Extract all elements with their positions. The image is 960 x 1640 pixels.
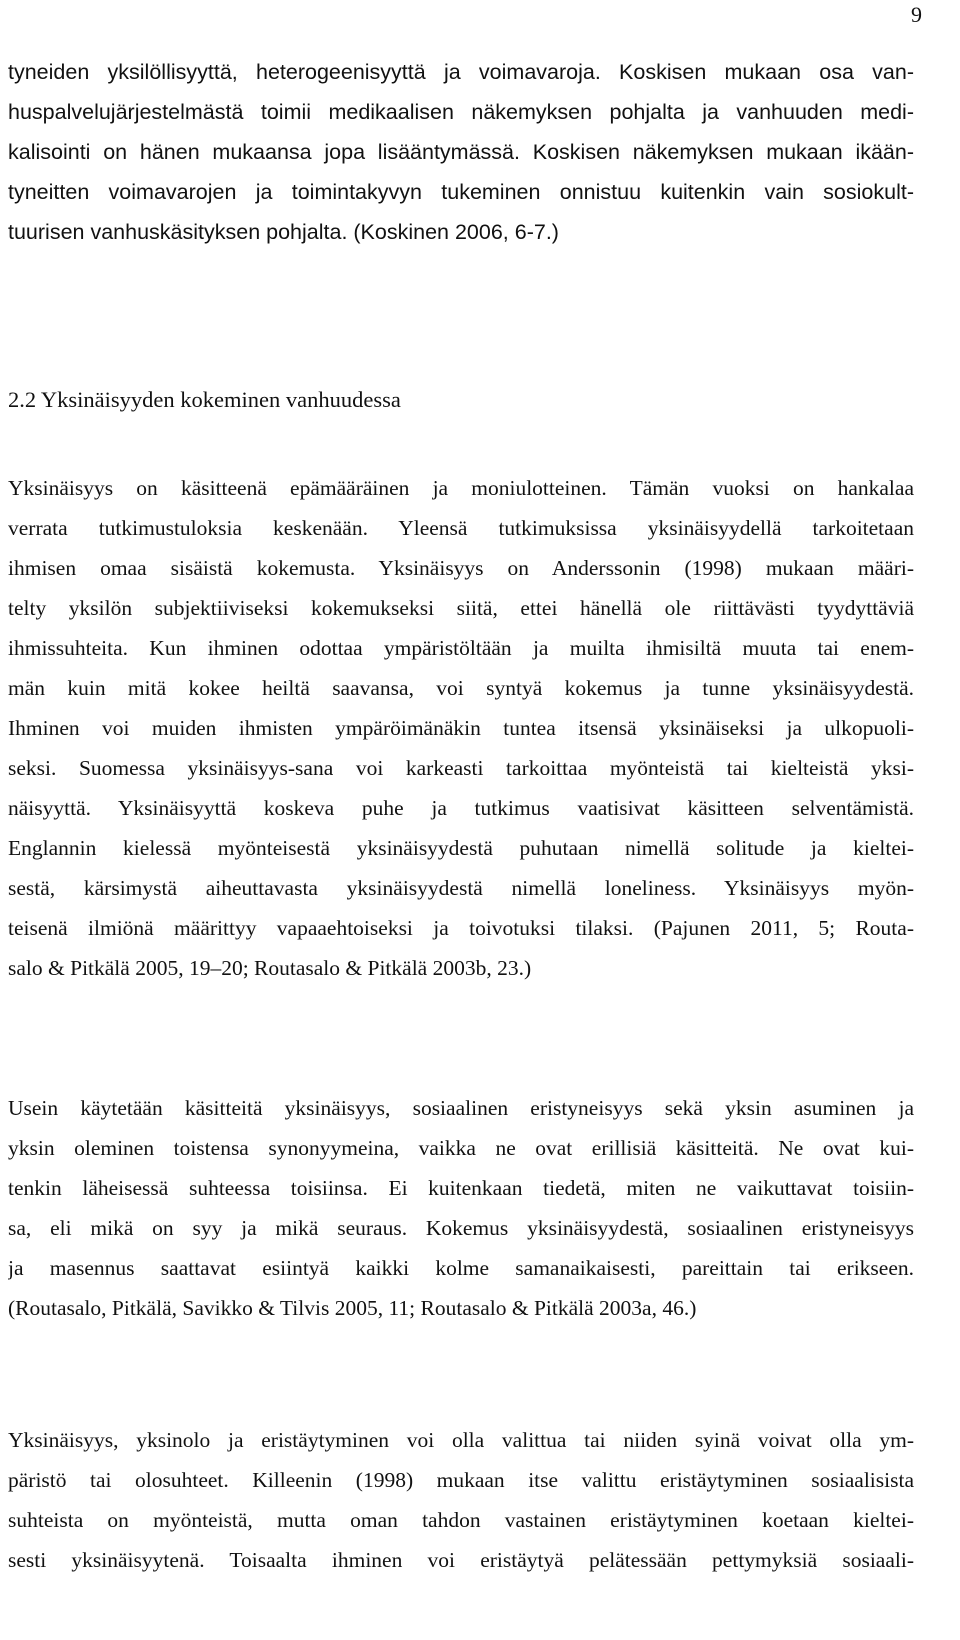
paragraph-1	[8, 52, 914, 252]
text-line: yksin oleminen toistensa synonyymeina, vaikka ne ovat erillisiä käsitteitä. Ne ovat kui-	[8, 1136, 914, 1160]
text-line: näisyyttä. Yksinäisyyttä koskeva puhe ja tutkimus vaatisivat käsitteen selventämistä.	[8, 796, 914, 820]
text-line: ja masennus saattavat esiintyä kaikki kolme samanaikaisesti, pareittain tai erikseen.	[8, 1256, 914, 1280]
paragraph-3	[8, 1088, 914, 1328]
text-line: sa, eli mikä on syy ja mikä seuraus. Kokemus yksinäisyydestä, sosiaalinen eristyneisyys	[8, 1216, 914, 1240]
paragraph-2	[8, 468, 914, 988]
page-number: 9	[911, 2, 922, 27]
text-line: päristö tai olosuhteet. Killeenin (1998) mukaan itse valittu eristäytyminen sosiaalisista	[8, 1468, 914, 1492]
text-line: huspalvelujärjestelmästä toimii medikaalisen näkemyksen pohjalta ja vanhuuden medi-	[8, 100, 914, 124]
text-line: teisenä ilmiönä määrittyy vapaaehtoiseksi ja toivotuksi tilaksi. (Pajunen 2011, 5; Routa-	[8, 916, 914, 940]
text-line: (Routasalo, Pitkälä, Savikko & Tilvis 2005, 11; Routasalo & Pitkälä 2003a, 46.)	[8, 1296, 697, 1320]
text-line: tenkin läheisessä suhteessa toisiinsa. Ei kuitenkaan tiedetä, miten ne vaikuttavat toisiin-	[8, 1176, 914, 1200]
text-line: tyneiden yksilöllisyyttä, heterogeenisyyttä ja voimavaroja. Koskisen mukaan osa van-	[8, 60, 914, 84]
text-line: verrata tutkimustuloksia keskenään. Yleensä tutkimuksissa yksinäisyydellä tarkoitetaan	[8, 516, 914, 540]
paragraph-4	[8, 1420, 914, 1580]
text-line: seksi. Suomessa yksinäisyys-sana voi karkeasti tarkoittaa myönteistä tai kielteistä yksi-	[8, 756, 914, 780]
text-line: ihmissuhteita. Kun ihminen odottaa ympäristöltään ja muilta ihmisiltä muuta tai enem-	[8, 636, 914, 660]
text-line: sesti yksinäisyytenä. Toisaalta ihminen voi eristäytyä pelätessään pettymyksiä sosiaali-	[8, 1548, 914, 1572]
section-heading: 2.2 Yksinäisyyden kokeminen vanhuudessa	[8, 387, 401, 412]
text-line: ihmisen omaa sisäistä kokemusta. Yksinäisyys on Anderssonin (1998) mukaan määri-	[8, 556, 914, 580]
text-line: salo & Pitkälä 2005, 19‒20; Routasalo & Pitkälä 2003b, 23.)	[8, 956, 532, 980]
text-line: Yksinäisyys, yksinolo ja eristäytyminen voi olla valittua tai niiden syinä voivat olla ym-	[8, 1428, 914, 1452]
text-line: tuurisen vanhuskäsityksen pohjalta. (Koskinen 2006, 6-7.)	[8, 220, 559, 244]
text-line: sestä, kärsimystä aiheuttavasta yksinäisyydestä nimellä loneliness. Yksinäisyys myön-	[8, 876, 914, 900]
text-line: Ihminen voi muiden ihmisten ympäröimänäkin tuntea itsensä yksinäiseksi ja ulkopuoli-	[8, 716, 914, 740]
text-line: suhteista on myönteistä, mutta oman tahdon vastainen eristäytyminen koetaan kieltei-	[8, 1508, 914, 1532]
text-line: tyneitten voimavarojen ja toimintakyvyn tukeminen onnistuu kuitenkin vain sosiokult-	[8, 180, 914, 204]
text-line: Usein käytetään käsitteitä yksinäisyys, sosiaalinen eristyneisyys sekä yksin asuminen ja	[8, 1096, 914, 1120]
text-line: Yksinäisyys on käsitteenä epämääräinen ja moniulotteinen. Tämän vuoksi on hankalaa	[8, 476, 914, 500]
text-line: Englannin kielessä myönteisestä yksinäisyydestä puhutaan nimellä solitude ja kieltei-	[8, 836, 914, 860]
text-line: män kuin mitä kokee heiltä saavansa, voi syntyä kokemus ja tunne yksinäisyydestä.	[8, 676, 914, 700]
text-line: kalisointi on hänen mukaansa jopa lisääntymässä. Koskisen näkemyksen mukaan ikään-	[8, 140, 914, 164]
text-line: telty yksilön subjektiiviseksi kokemukseksi siitä, ettei hänellä ole riittävästi tyydyttäviä	[8, 596, 914, 620]
